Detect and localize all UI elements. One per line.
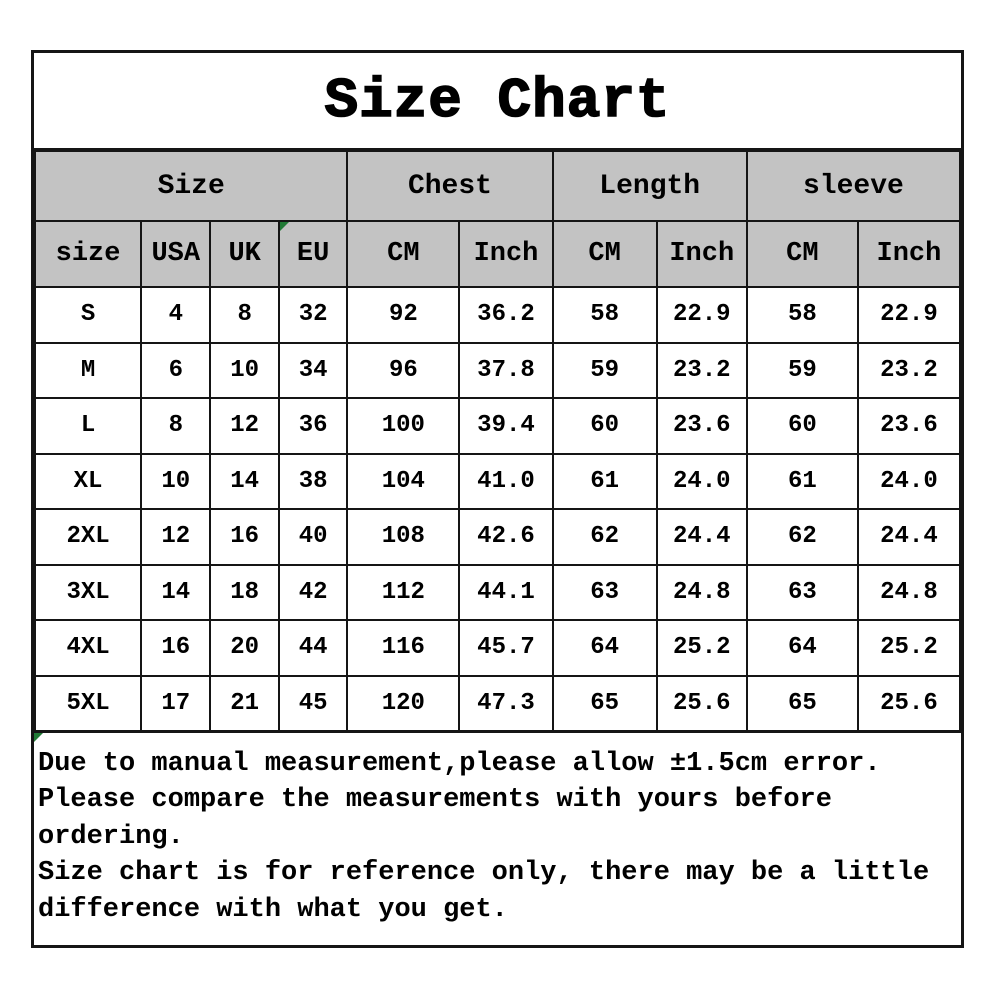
cell-length-inch: 22.9 — [657, 287, 747, 343]
cell-sleeve-inch: 24.8 — [858, 565, 960, 621]
cell-chest-inch: 39.4 — [459, 398, 552, 454]
cell-size: 5XL — [35, 676, 141, 732]
cell-length-cm: 62 — [553, 509, 657, 565]
cell-length-cm: 65 — [553, 676, 657, 732]
size-row-3xl — [35, 565, 960, 621]
cell-size: 2XL — [35, 509, 141, 565]
cell-sleeve-inch: 25.2 — [858, 620, 960, 676]
cell-length-inch: 25.6 — [657, 676, 747, 732]
cell-eu: 42 — [279, 565, 347, 621]
cell-uk: 10 — [210, 343, 278, 399]
page-title: Size Chart — [324, 68, 671, 133]
col-header-size: size — [35, 221, 141, 287]
col-header-eu — [279, 221, 347, 287]
cell-usa: 8 — [141, 398, 210, 454]
size-row-xl — [35, 454, 960, 510]
footer-line: difference with what you get. — [38, 894, 508, 925]
col-header-eu-label: EU — [296, 239, 330, 269]
col-header-length-cm: CM — [553, 221, 657, 287]
cell-sleeve-cm: 62 — [747, 509, 858, 565]
cell-uk: 12 — [210, 398, 278, 454]
cell-eu: 44 — [279, 620, 347, 676]
size-table — [34, 150, 961, 733]
group-header-length: Length — [553, 151, 747, 221]
cell-length-inch: 25.2 — [657, 620, 747, 676]
size-row-4xl — [35, 620, 960, 676]
cell-length-cm: 58 — [553, 287, 657, 343]
cell-length-cm: 61 — [553, 454, 657, 510]
col-header-usa: USA — [141, 221, 210, 287]
cell-uk: 20 — [210, 620, 278, 676]
col-header-chest-cm: CM — [347, 221, 459, 287]
cell-length-inch: 24.0 — [657, 454, 747, 510]
cell-chest-cm: 120 — [347, 676, 459, 732]
column-header-row — [35, 221, 960, 287]
cell-chest-inch: 37.8 — [459, 343, 552, 399]
cell-length-cm: 59 — [553, 343, 657, 399]
cell-uk: 21 — [210, 676, 278, 732]
col-header-uk: UK — [210, 221, 278, 287]
col-header-chest-inch: Inch — [459, 221, 552, 287]
col-header-sleeve-inch: Inch — [858, 221, 960, 287]
cell-sleeve-inch: 24.0 — [858, 454, 960, 510]
footer-line: ordering. — [38, 821, 184, 852]
title-row — [34, 53, 961, 150]
cell-usa: 17 — [141, 676, 210, 732]
cell-sleeve-cm: 58 — [747, 287, 858, 343]
cell-uk: 16 — [210, 509, 278, 565]
cell-chest-cm: 116 — [347, 620, 459, 676]
cell-length-cm: 60 — [553, 398, 657, 454]
cell-usa: 10 — [141, 454, 210, 510]
cell-length-inch: 24.4 — [657, 509, 747, 565]
cell-chest-cm: 104 — [347, 454, 459, 510]
cell-size: 3XL — [35, 565, 141, 621]
cell-uk: 18 — [210, 565, 278, 621]
cell-eu: 34 — [279, 343, 347, 399]
size-row-m — [35, 343, 960, 399]
cell-eu: 45 — [279, 676, 347, 732]
cell-length-inch: 24.8 — [657, 565, 747, 621]
cell-sleeve-cm: 64 — [747, 620, 858, 676]
cell-chest-inch: 44.1 — [459, 565, 552, 621]
cell-eu: 32 — [279, 287, 347, 343]
cell-chest-inch: 42.6 — [459, 509, 552, 565]
cell-sleeve-inch: 23.2 — [858, 343, 960, 399]
cell-chest-cm: 92 — [347, 287, 459, 343]
footer-line: Size chart is for reference only, there may be a little — [38, 858, 930, 888]
cell-chest-cm: 108 — [347, 509, 459, 565]
cell-chest-inch: 41.0 — [459, 454, 552, 510]
cell-eu: 36 — [279, 398, 347, 454]
footer-line: Due to manual measurement,please allow ±1.5cm error. — [38, 748, 881, 779]
cell-sleeve-inch: 22.9 — [858, 287, 960, 343]
group-header-size: Size — [35, 151, 347, 221]
cell-eu: 38 — [279, 454, 347, 510]
cell-usa: 14 — [141, 565, 210, 621]
cell-chest-cm: 100 — [347, 398, 459, 454]
size-row-2xl — [35, 509, 960, 565]
cell-chest-inch: 36.2 — [459, 287, 552, 343]
size-row-s — [35, 287, 960, 343]
cell-uk: 8 — [210, 287, 278, 343]
footer-line: Please compare the measurements with yours before — [38, 785, 832, 815]
cell-usa: 6 — [141, 343, 210, 399]
cell-chest-cm: 96 — [347, 343, 459, 399]
cell-length-cm: 64 — [553, 620, 657, 676]
cell-length-inch: 23.2 — [657, 343, 747, 399]
cell-usa: 4 — [141, 287, 210, 343]
green-corner-marker-icon — [34, 733, 43, 742]
col-header-sleeve-cm: CM — [747, 221, 858, 287]
cell-sleeve-cm: 61 — [747, 454, 858, 510]
size-chart-box — [31, 50, 964, 948]
cell-size: S — [35, 287, 141, 343]
cell-eu: 40 — [279, 509, 347, 565]
cell-chest-inch: 47.3 — [459, 676, 552, 732]
cell-usa: 12 — [141, 509, 210, 565]
green-corner-marker-icon — [280, 222, 289, 231]
cell-sleeve-inch: 24.4 — [858, 509, 960, 565]
group-header-sleeve: sleeve — [747, 151, 960, 221]
cell-size: L — [35, 398, 141, 454]
cell-length-cm: 63 — [553, 565, 657, 621]
cell-sleeve-cm: 59 — [747, 343, 858, 399]
cell-uk: 14 — [210, 454, 278, 510]
cell-size: M — [35, 343, 141, 399]
cell-length-inch: 23.6 — [657, 398, 747, 454]
group-header-chest: Chest — [347, 151, 552, 221]
cell-chest-cm: 112 — [347, 565, 459, 621]
cell-size: XL — [35, 454, 141, 510]
group-header-row — [35, 151, 960, 221]
size-row-5xl — [35, 676, 960, 732]
cell-chest-inch: 45.7 — [459, 620, 552, 676]
cell-size: 4XL — [35, 620, 141, 676]
footer-note — [34, 733, 961, 946]
cell-sleeve-cm: 63 — [747, 565, 858, 621]
cell-sleeve-cm: 60 — [747, 398, 858, 454]
cell-sleeve-inch: 23.6 — [858, 398, 960, 454]
cell-sleeve-inch: 25.6 — [858, 676, 960, 732]
size-row-l — [35, 398, 960, 454]
cell-usa: 16 — [141, 620, 210, 676]
col-header-length-inch: Inch — [657, 221, 747, 287]
cell-sleeve-cm: 65 — [747, 676, 858, 732]
